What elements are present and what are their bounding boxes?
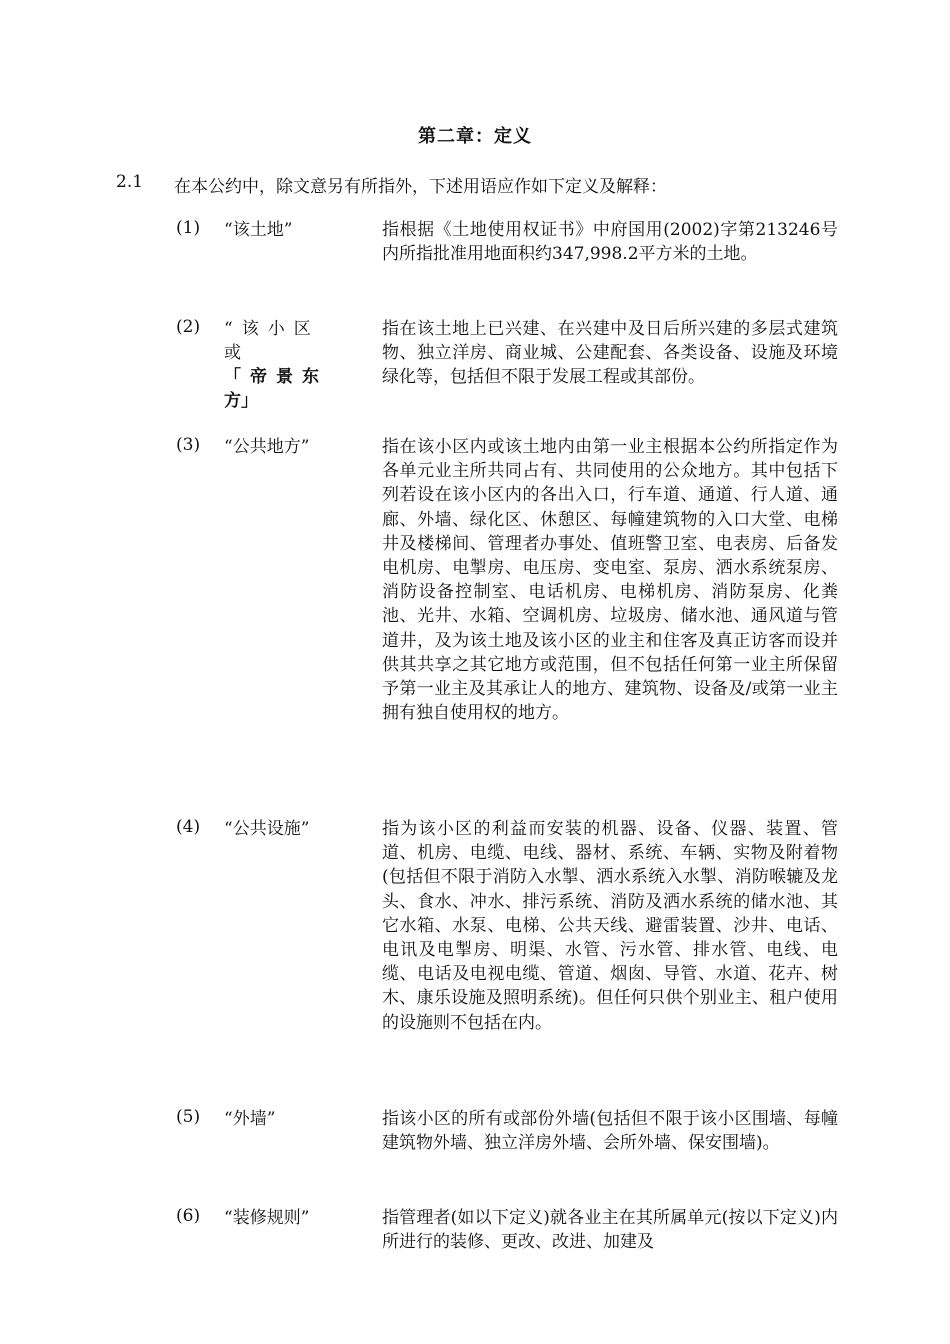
definition-term: “公共地方” — [224, 437, 310, 457]
definition-term: “装修规则” — [224, 1208, 310, 1228]
definition-term — [224, 317, 342, 413]
definition-number: (3) — [176, 435, 201, 455]
definition-text: 指在该小区内或该土地内由第一业主根据本公约所指定作为各单元业主所共同占有、共同使用的公众地方。其中包括下列若设在该小区内的各出入口，行车道、通道、行人道、通廊、外墙、绿化区、休憩区、每幢建筑物的入口大堂、电梯井及楼梯间、管理者办事处、值班警卫室、电表房、后备发电机房、电掣房、电压房、变电室、泵房、洒水系统泵房、消防设备控制室、电话机房、电梯机房、消防泵房、化粪池、光井、水箱、空调机房、垃圾房、储水池、通风道与管道井，及为该土地及该小区的业主和住客及真正访客而设并供其共享之其它地方或范围，但不包括任何第一业主所保留予第一业主及其承让人的地方、建筑物、设备及/或第一业主拥有独自使用权的地方。 — [382, 437, 838, 724]
definition-text: 指该小区的所有或部份外墙(包括但不限于该小区围墙、每幢建筑物外墙、独立洋房外墙、会所外墙、保安围墙)。 — [382, 1109, 838, 1154]
definition-number: (1) — [176, 218, 201, 238]
definition-term: “外墙” — [224, 1109, 276, 1129]
definition-number: (5) — [176, 1107, 201, 1127]
clause-number: 2.1 — [116, 172, 144, 192]
definition-number: (2) — [176, 317, 201, 337]
definition-number: (6) — [176, 1206, 201, 1226]
definition-text: 指在该土地上已兴建、在兴建中及日后所兴建的多层式建筑物、独立洋房、商业城、公建配套、各类设备、设施及环境绿化等，包括但不限于发展工程或其部份。 — [382, 319, 838, 388]
clause-intro: 在本公约中，除文意另有所指外，下述用语应作如下定义及解释： — [174, 177, 667, 197]
definition-text: 指根据《土地使用权证书》中府国用(2002)字第213246号内所指批准用地面积约347,998.2平方米的土地。 — [382, 220, 838, 265]
definition-text: 指为该小区的利益而安装的机器、设备、仪器、装置、管道、机房、电缆、电线、器材、系统、车辆、实物及附着物(包括但不限于消防入水掣、洒水系统入水掣、消防喉辘及龙头、食水、冲水、排污系统、消防及洒水系统的储水池、其它水箱、水泵、电梯、公共天线、避雷装置、沙井、电话、电讯及电掣房、明渠、水管、污水管、排水管、电线、电缆、电话及电视电缆、管道、烟囱、导管、水道、花卉、树木、康乐设施及照明系统)。但任何只供个别业主、租户使用的设施则不包括在内。 — [382, 819, 838, 1033]
definition-term: “该土地” — [224, 220, 293, 240]
chapter-title: 第二章：定义 — [418, 126, 532, 147]
definition-text: 指管理者(如以下定义)就各业主在其所属单元(按以下定义)内所进行的装修、更改、改进、加建及 — [382, 1208, 838, 1253]
definition-term-line: 方」 — [224, 391, 258, 411]
definition-term-line: 「帝景东 — [224, 367, 328, 387]
definition-term: “公共设施” — [224, 819, 310, 839]
definition-term-line: “该小区或 — [224, 319, 320, 363]
definition-number: (4) — [176, 817, 201, 837]
